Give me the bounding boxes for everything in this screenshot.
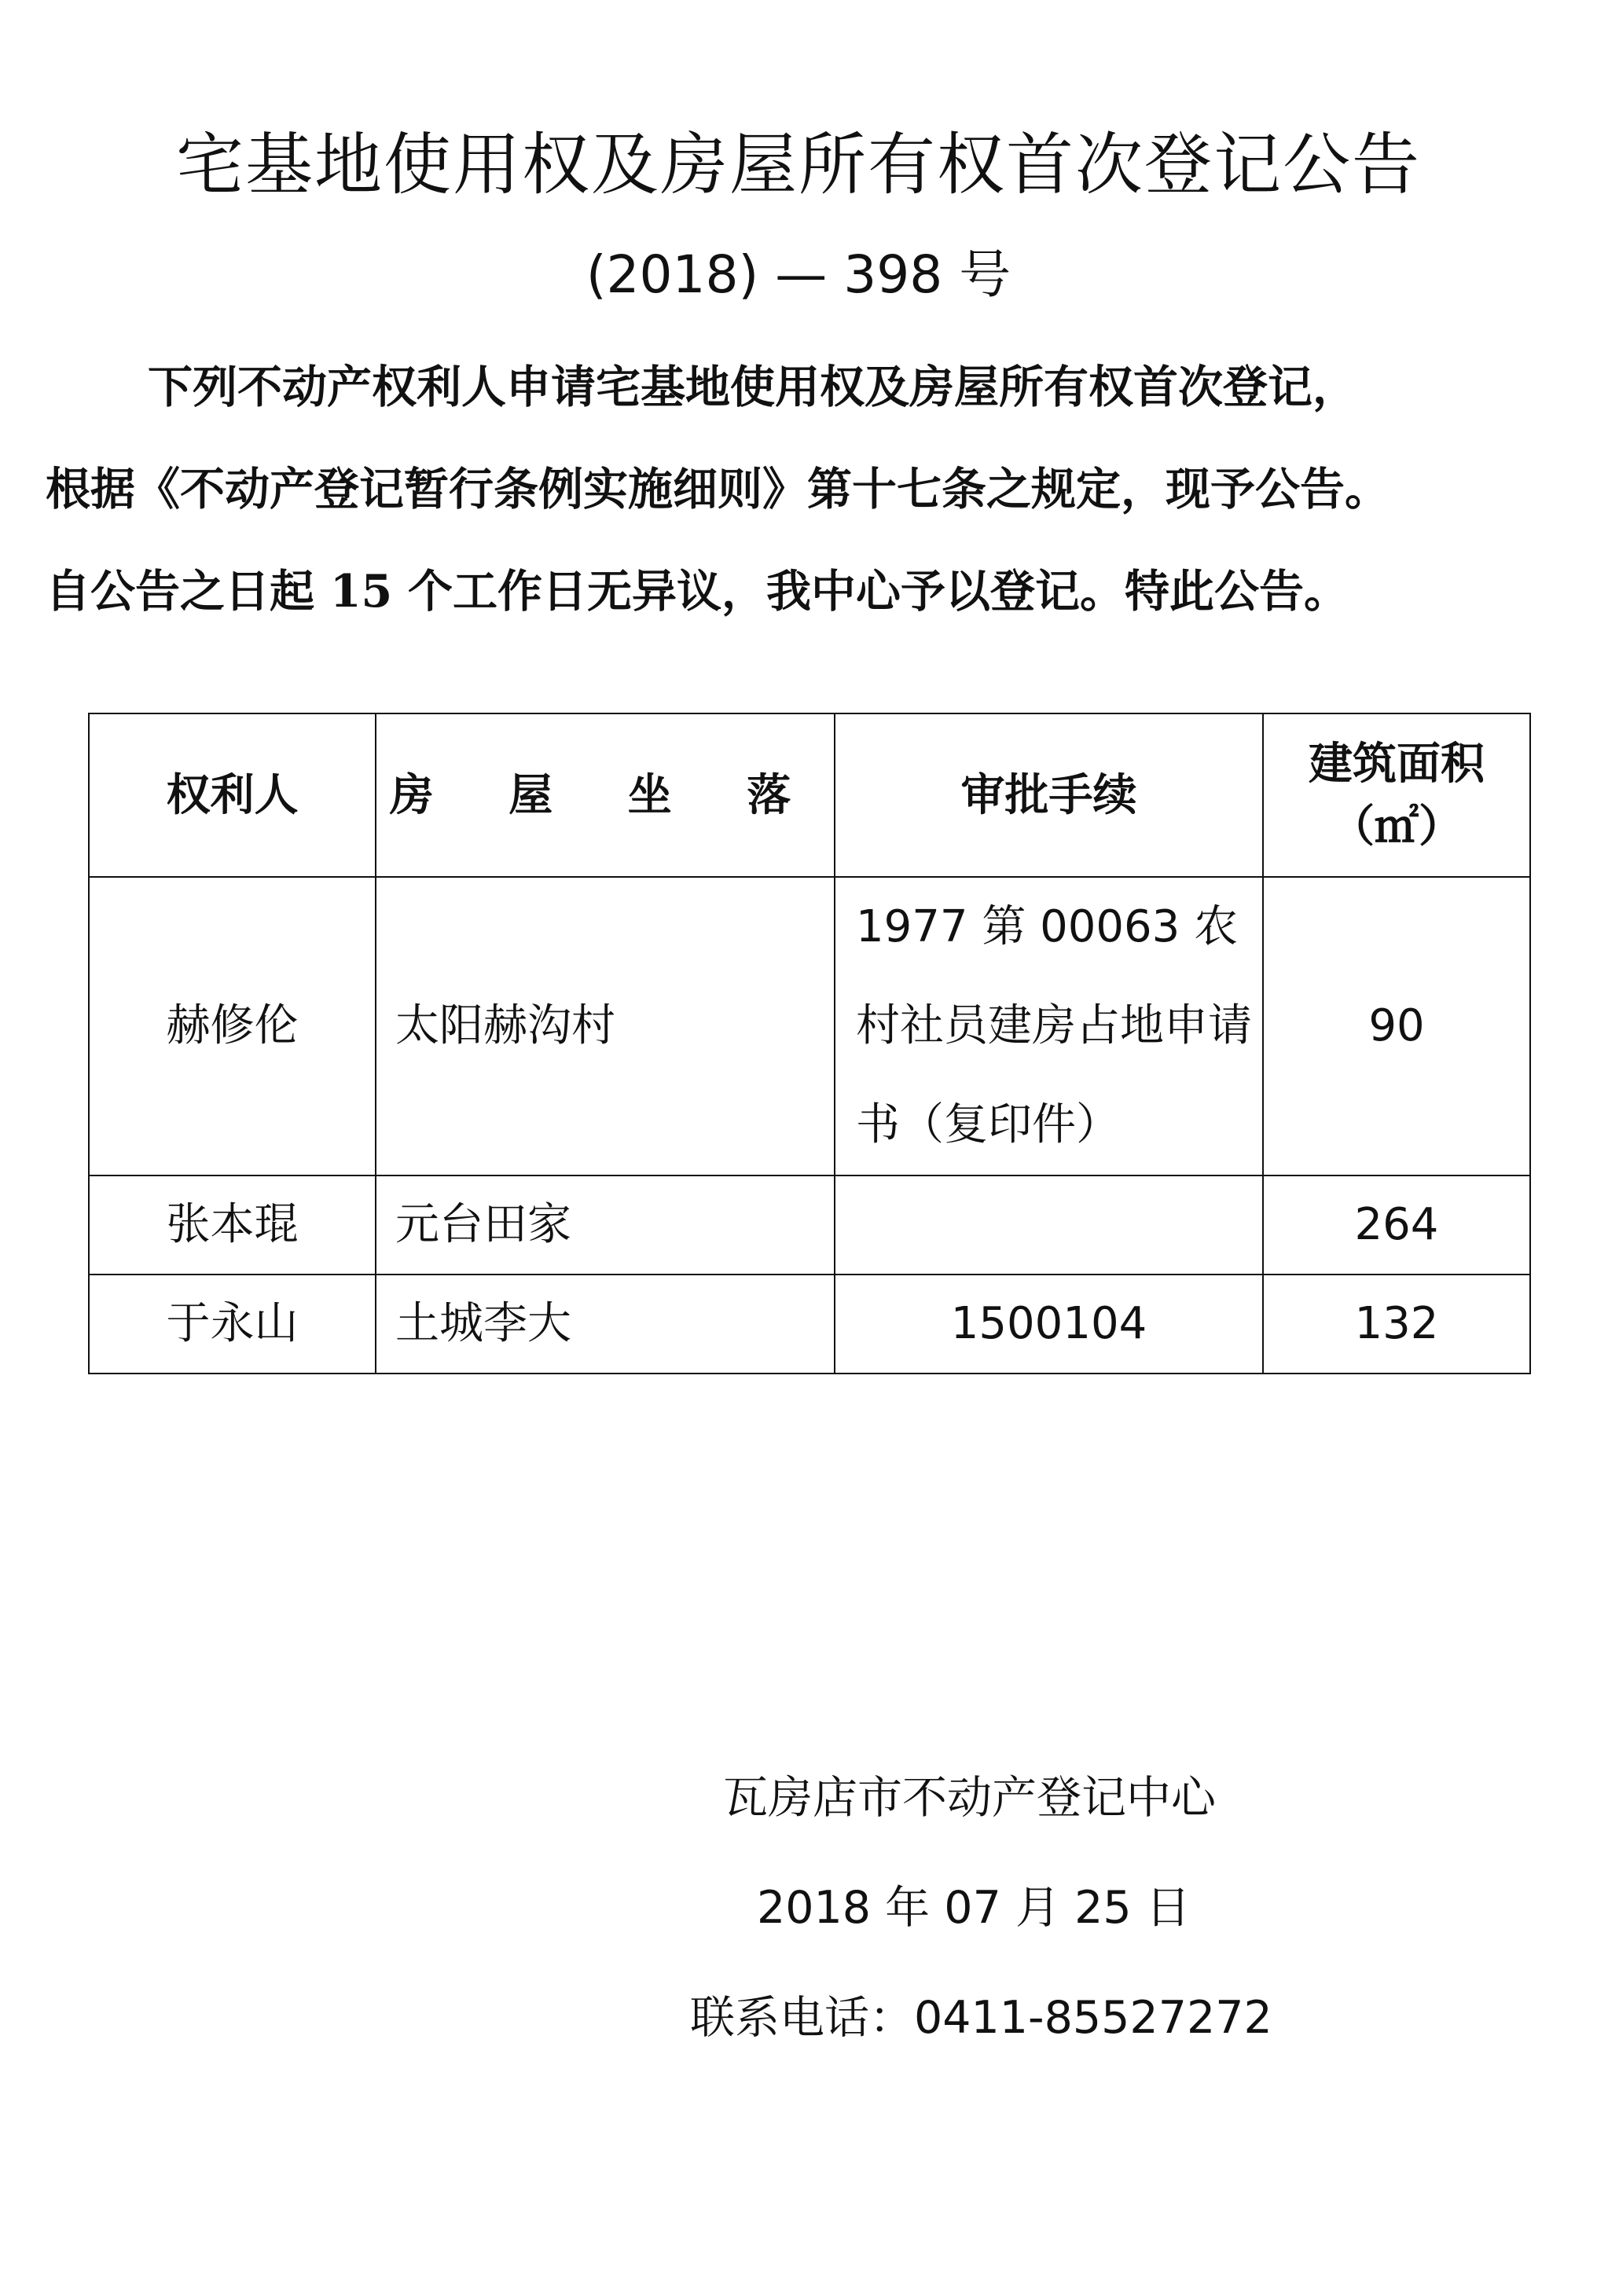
issue-date: 2018 年 07 月 25 日 bbox=[757, 1882, 1191, 1934]
header-area-line2: （㎡） bbox=[1331, 801, 1463, 853]
notice-number: (2018) — 398 号 bbox=[586, 244, 1011, 305]
paragraph-line-3: 自公告之日起 15 个工作日无异议，我中心予以登记。特此公告。 bbox=[46, 565, 1349, 618]
header-area-line1: 建筑面积 bbox=[1309, 738, 1485, 790]
cell-owner: 赫修伦 bbox=[89, 877, 376, 1176]
cell-approval bbox=[835, 1176, 1263, 1275]
contact-phone: 联系电话：0411-85527272 bbox=[690, 1992, 1272, 2044]
cell-area: 132 bbox=[1263, 1275, 1530, 1374]
cell-area: 90 bbox=[1263, 877, 1530, 1176]
table-row bbox=[89, 1176, 1530, 1275]
cell-approval: 1500104 bbox=[835, 1275, 1263, 1374]
paragraph-line-1: 下列不动产权利人申请宅基地使用权及房屋所有权首次登记， bbox=[148, 361, 1357, 413]
header-approval: 审批手续 bbox=[835, 713, 1263, 877]
cell-owner: 张本琨 bbox=[89, 1176, 376, 1275]
cell-approval: 1977 第 00063 农村社员建房占地申请书（复印件） bbox=[835, 877, 1263, 1176]
cell-owner: 于永山 bbox=[89, 1275, 376, 1374]
table-header-row bbox=[89, 713, 1530, 877]
paragraph-line-2: 根据《不动产登记暂行条例实施细则》第十七条之规定，现予公告。 bbox=[46, 463, 1390, 515]
cell-location: 土城李大 bbox=[376, 1275, 835, 1374]
header-owner: 权利人 bbox=[89, 713, 376, 877]
cell-location: 元台田家 bbox=[376, 1176, 835, 1275]
table-row bbox=[89, 877, 1530, 1176]
cell-location: 太阳赫沟村 bbox=[376, 877, 835, 1176]
registration-table bbox=[88, 713, 1531, 1374]
notice-title: 宅基地使用权及房屋所有权首次登记公告 bbox=[176, 126, 1421, 204]
header-location: 房 屋 坐 落 bbox=[376, 713, 835, 877]
table-row bbox=[89, 1275, 1530, 1374]
cell-area: 264 bbox=[1263, 1176, 1530, 1275]
header-area bbox=[1263, 713, 1530, 877]
issuer-name: 瓦房店市不动产登记中心 bbox=[723, 1772, 1216, 1824]
